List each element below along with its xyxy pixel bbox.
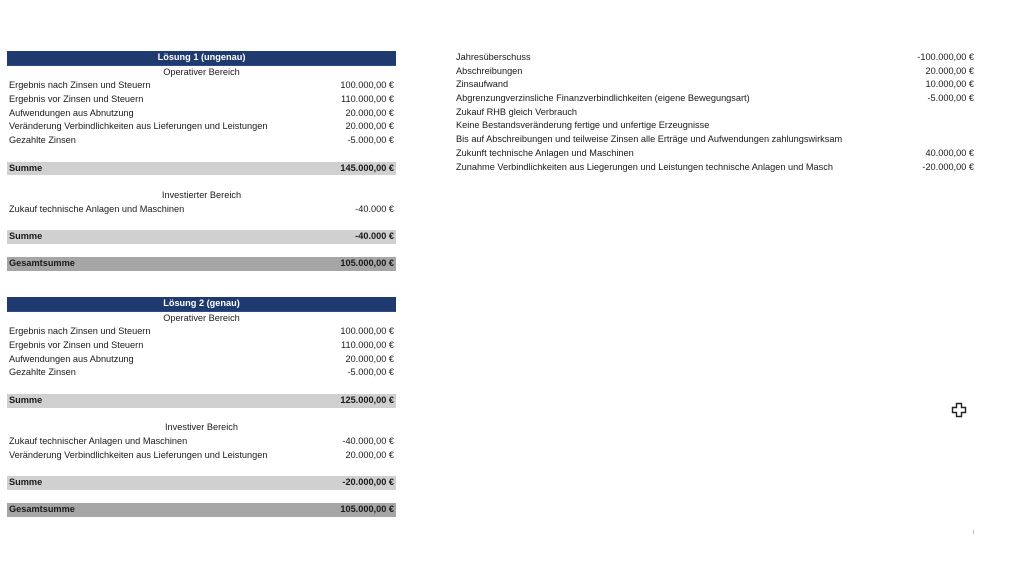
empty-row[interactable] [7, 216, 396, 230]
table-row[interactable] [7, 107, 396, 121]
row-label: Zukauf technische Anlagen und Maschinen [9, 203, 185, 214]
note-value: 20.000,00 € [925, 65, 974, 76]
note-row[interactable] [454, 78, 976, 92]
table-row[interactable] [7, 435, 396, 449]
row-label: Veränderung Verbindlichkeiten aus Lieferungen und Leistungen [9, 449, 268, 460]
table-row[interactable] [7, 353, 396, 367]
solution1-title[interactable]: Lösung 1 (ungenau) [7, 51, 396, 66]
note-label: Jahresüberschuss [456, 52, 531, 62]
row-label: Ergebnis nach Zinsen und Steuern [9, 80, 151, 91]
note-row[interactable] [454, 119, 976, 133]
sum-value: 125.000,00 € [340, 394, 394, 405]
row-value: 110.000,00 € [341, 94, 394, 105]
note-row[interactable] [454, 106, 976, 120]
total-label: Gesamtsumme [9, 504, 75, 515]
note-row[interactable] [454, 147, 976, 161]
table-row[interactable] [7, 93, 396, 107]
note-row[interactable] [454, 92, 976, 106]
notes-table [454, 51, 976, 174]
solution2-invest-sum-row[interactable] [7, 476, 396, 490]
row-label: Gezahlte Zinsen [9, 367, 76, 378]
row-value: 110.000,00 € [341, 340, 394, 351]
note-label: Keine Bestandsveränderung fertige und unfertige Erzeugnisse [456, 120, 710, 131]
note-row[interactable] [454, 65, 976, 79]
empty-row[interactable] [7, 175, 396, 189]
note-label: Abschreibungen [456, 65, 523, 76]
sum-label: Summe [9, 162, 43, 173]
note-value: -20.000,00 € [922, 161, 974, 172]
row-label: Ergebnis vor Zinsen und Steuern [9, 340, 144, 351]
solution1-total-row[interactable] [7, 257, 396, 271]
table-row[interactable] [7, 203, 396, 217]
note-row[interactable] [454, 161, 976, 175]
row-label: Aufwendungen aus Abnutzung [9, 353, 134, 364]
total-value: 105.000,00 € [340, 258, 394, 269]
row-value: -40.000,00 € [342, 435, 394, 446]
note-value: -5.000,00 € [927, 93, 974, 104]
note-label: Zinsaufwand [456, 79, 509, 90]
row-value: 20.000,00 € [345, 121, 394, 132]
row-value: 100.000,00 € [340, 326, 394, 337]
table-row[interactable] [7, 339, 396, 353]
solution2-operative-sum-row[interactable] [7, 394, 396, 408]
sum-label: Summe [9, 394, 43, 405]
row-label: Gezahlte Zinsen [9, 135, 76, 146]
solution1-operative-heading[interactable]: Operativer Bereich [163, 66, 240, 77]
row-value: 20.000,00 € [345, 353, 394, 364]
note-row[interactable] [454, 133, 976, 147]
note-value: 40.000,00 € [925, 147, 974, 158]
solution2-operative-heading[interactable]: Operativer Bereich [163, 312, 240, 323]
solution2-title[interactable]: Lösung 2 (genau) [7, 297, 396, 312]
solution2-total-row[interactable] [7, 503, 396, 517]
note-value: 10.000,00 € [925, 79, 974, 90]
table-row[interactable] [7, 120, 396, 134]
note-value: -100.000,00 € [917, 52, 974, 62]
row-value: -40.000 € [355, 203, 394, 214]
row-value: 100.000,00 € [340, 80, 394, 91]
empty-row[interactable] [7, 380, 396, 394]
row-label: Veränderung Verbindlichkeiten aus Lieferungen und Leistungen [9, 121, 268, 132]
solution2-invest-heading[interactable]: Investiver Bereich [164, 422, 239, 433]
table-row[interactable] [7, 366, 396, 380]
row-label: Aufwendungen aus Abnutzung [9, 107, 134, 118]
empty-row[interactable] [7, 148, 396, 162]
empty-row[interactable] [7, 244, 396, 258]
note-label: Bis auf Abschreibungen und teilweise Zinsen alle Erträge und Aufwendungen zahlungswirksam [456, 134, 843, 145]
sum-value: -40.000 € [355, 230, 394, 241]
table-row[interactable] [7, 325, 396, 339]
solution1-invest-sum-row[interactable] [7, 230, 396, 244]
total-value: 105.000,00 € [340, 504, 394, 515]
empty-row[interactable] [7, 408, 396, 422]
note-label: Zukauf RHB gleich Verbrauch [456, 106, 578, 117]
sum-label: Summe [9, 230, 43, 241]
row-value: -5.000,00 € [347, 367, 394, 378]
scroll-mark [973, 530, 974, 534]
sum-value: 145.000,00 € [340, 162, 394, 173]
table-row[interactable] [7, 79, 396, 93]
solution1-invest-heading[interactable]: Investierter Bereich [161, 189, 242, 200]
row-value: 20.000,00 € [345, 107, 394, 118]
empty-row[interactable] [7, 462, 396, 476]
table-row[interactable] [7, 449, 396, 463]
table-row[interactable] [7, 134, 396, 148]
row-value: 20.000,00 € [345, 449, 394, 460]
cell-select-cross-icon [951, 402, 967, 418]
solution1-operative-sum-row[interactable] [7, 162, 396, 176]
empty-row[interactable] [7, 490, 396, 504]
solution2-table [7, 297, 396, 517]
note-label: Abgrenzungverzinsliche Finanzverbindlichkeiten (eigene Bewegungsart) [456, 93, 750, 104]
row-value: -5.000,00 € [347, 135, 394, 146]
row-label: Ergebnis vor Zinsen und Steuern [9, 94, 144, 105]
row-label: Zukauf technischer Anlagen und Maschinen [9, 435, 188, 446]
sum-value: -20.000,00 € [342, 476, 394, 487]
row-label: Ergebnis nach Zinsen und Steuern [9, 326, 151, 337]
solution1-table [7, 51, 396, 271]
note-label: Zukunft technische Anlagen und Maschinen [456, 147, 634, 158]
note-label: Zunahme Verbindlichkeiten aus Liegerungen und Leistungen technische Anlagen und Masch [456, 161, 833, 172]
total-label: Gesamtsumme [9, 258, 75, 269]
sum-label: Summe [9, 476, 43, 487]
note-row[interactable] [454, 51, 976, 65]
